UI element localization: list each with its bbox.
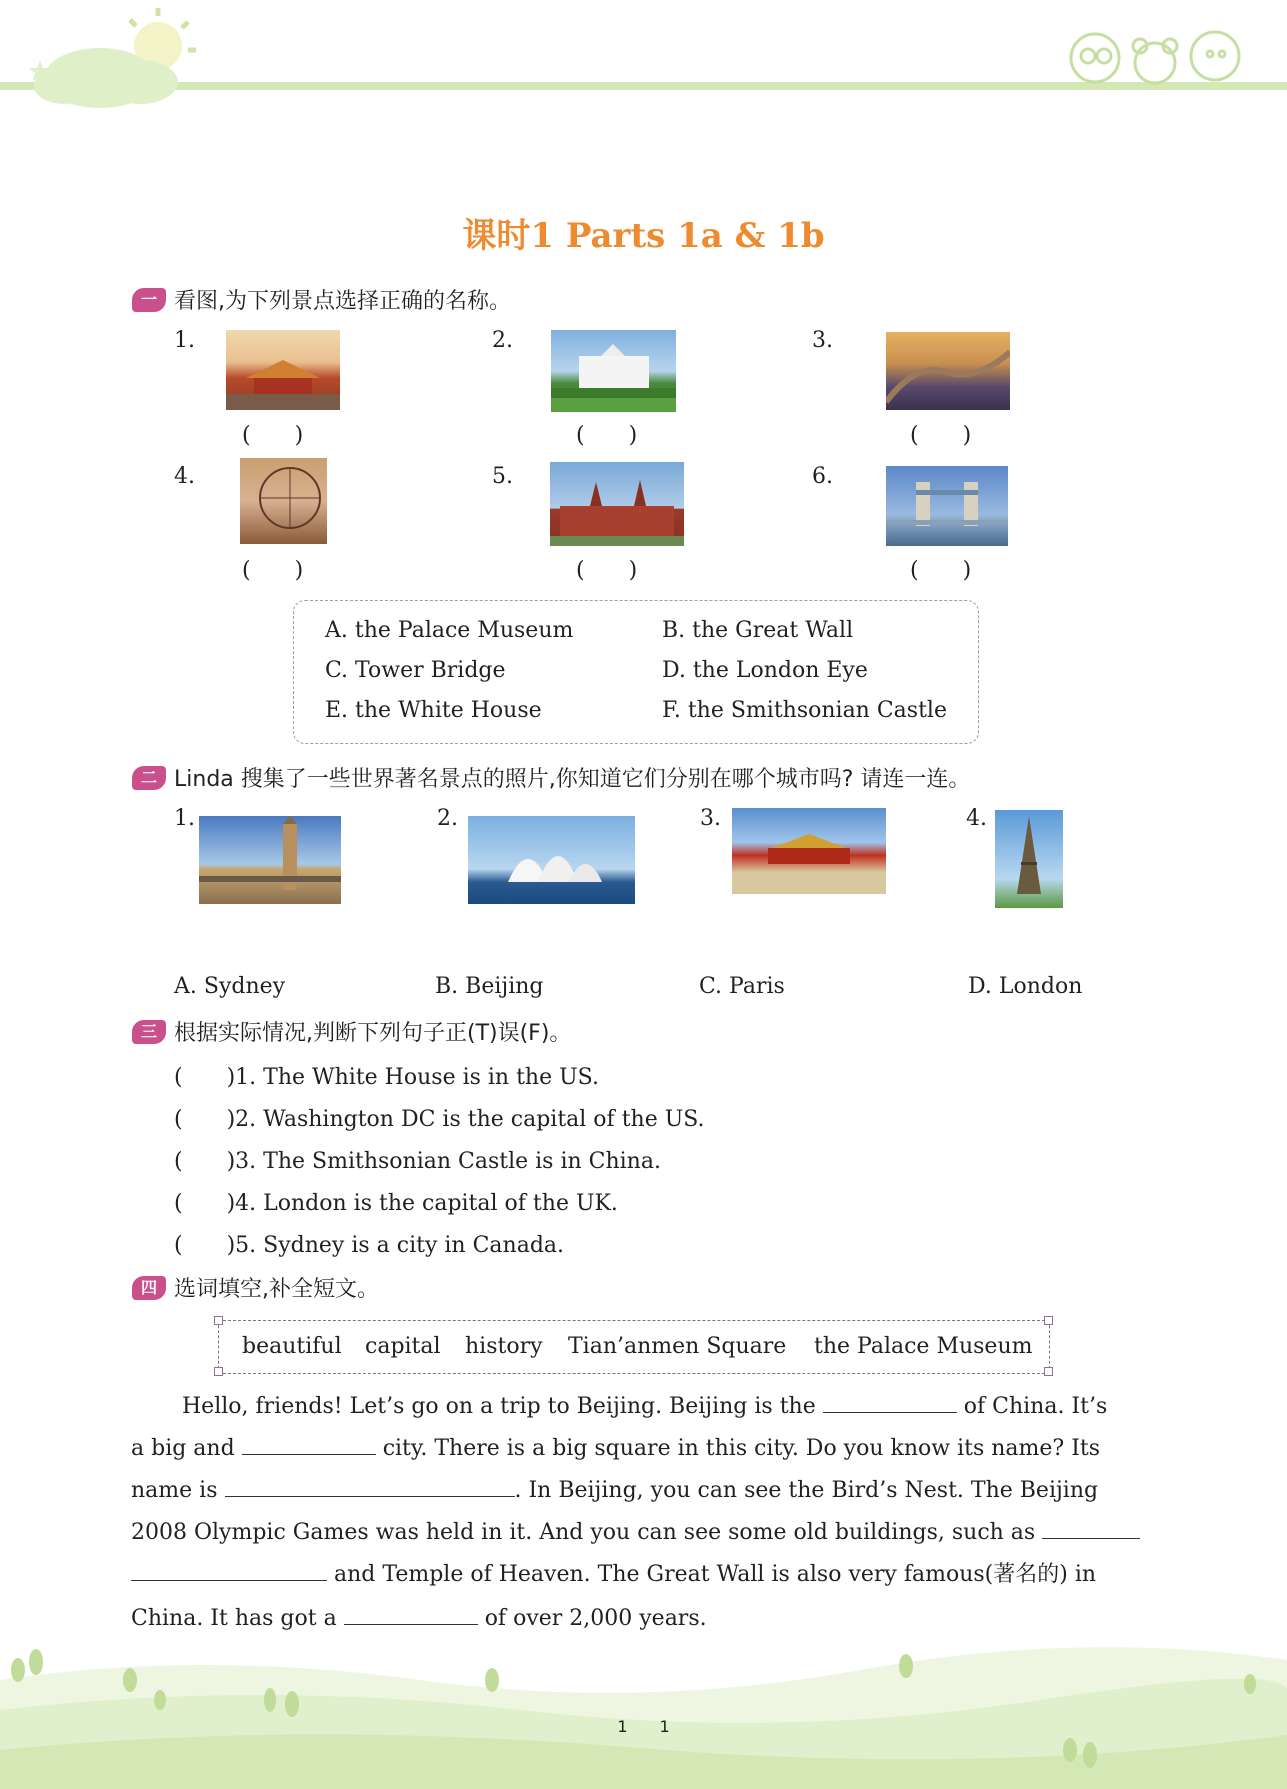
section4-instruction: 选词填空,补全短文。 <box>174 1277 379 1302</box>
s1-item4-answer-paren[interactable]: ( ) <box>242 558 304 583</box>
s2-item4-number: 4. <box>966 806 987 831</box>
s1-item5-number: 5. <box>492 464 513 489</box>
tf-statement-1[interactable]: ( )1. The White House is in the US. <box>174 1065 599 1090</box>
blank-5[interactable] <box>344 1606 478 1625</box>
blank-4a[interactable] <box>1042 1520 1140 1539</box>
city-b: B. Beijing <box>435 974 544 999</box>
tf-statement-3[interactable]: ( )3. The Smithsonian Castle is in China. <box>174 1149 661 1174</box>
tf-statement-5[interactable]: ( )5. Sydney is a city in Canada. <box>174 1233 565 1258</box>
passage-text: city. There is a big square in this city. Do you know its name? Its <box>382 1436 1101 1461</box>
passage-text: 2008 Olympic Games was held in it. And you can see some old buildings, such as <box>131 1520 1036 1545</box>
option-d: D. the London Eye <box>662 658 868 683</box>
s1-item2-answer-paren[interactable]: ( ) <box>576 423 638 448</box>
passage-line-1 <box>182 1386 1107 1428</box>
section4-heading <box>132 1272 379 1303</box>
section3-instruction: 根据实际情况,判断下列句子正(T)误(F)。 <box>174 1021 572 1046</box>
smithsonian-castle-photo <box>550 462 684 546</box>
s1-item4-number: 4. <box>174 464 195 489</box>
big-ben-photo <box>199 816 341 904</box>
option-a: A. the Palace Museum <box>325 618 574 643</box>
blank-1[interactable] <box>823 1394 957 1413</box>
word-capital: capital <box>365 1334 441 1359</box>
section1-badge: 一 <box>132 288 166 312</box>
section2-badge: 二 <box>132 766 166 790</box>
s2-item1-number: 1. <box>174 806 195 831</box>
sydney-opera-house-photo <box>468 816 635 904</box>
london-eye-photo <box>240 458 327 544</box>
s1-item5-answer-paren[interactable]: ( ) <box>576 558 638 583</box>
passage-text: name is <box>131 1478 218 1503</box>
word-bank-corner <box>1044 1367 1053 1376</box>
page-number: 1 1 <box>617 1717 670 1736</box>
s1-item6-answer-paren[interactable]: ( ) <box>910 558 972 583</box>
tf-statement-2[interactable]: ( )2. Washington DC is the capital of the US. <box>174 1107 705 1132</box>
section1-instruction: 看图,为下列景点选择正确的名称。 <box>174 289 511 314</box>
palace-museum-photo <box>226 330 340 410</box>
option-f: F. the Smithsonian Castle <box>662 698 947 723</box>
passage-line-3 <box>131 1470 1098 1512</box>
section2-instruction: Linda 搜集了一些世界著名景点的照片,你知道它们分别在哪个城市吗? 请连一连。 <box>174 767 971 792</box>
page-title: 课时1 Parts 1a & 1b <box>462 216 825 256</box>
word-tiananmen-square: Tian’anmen Square <box>568 1334 787 1359</box>
blank-2[interactable] <box>242 1436 376 1455</box>
city-c: C. Paris <box>699 974 785 999</box>
word-beautiful: beautiful <box>242 1334 342 1359</box>
city-a: A. Sydney <box>174 974 286 999</box>
word-bank-corner <box>214 1367 223 1376</box>
word-history: history <box>465 1334 543 1359</box>
passage-text: . In Beijing, you can see the Bird’s Nest. The Beijing <box>514 1478 1099 1503</box>
passage-line-5 <box>131 1554 1096 1596</box>
s2-item3-number: 3. <box>700 806 721 831</box>
section1-heading <box>132 284 511 315</box>
passage-text: China. It has got a <box>131 1606 337 1631</box>
sun-cloud-decoration <box>0 0 220 120</box>
section3-heading <box>132 1016 571 1047</box>
passage-line-6 <box>131 1598 707 1640</box>
tower-bridge-photo <box>886 466 1008 546</box>
city-d: D. London <box>968 974 1083 999</box>
passage-text: of China. It’s <box>963 1394 1108 1419</box>
eiffel-tower-photo <box>995 810 1063 908</box>
great-wall-photo <box>886 332 1010 410</box>
passage-text: and Temple of Heaven. The Great Wall is also very famous(著名的) in <box>334 1562 1097 1587</box>
s1-item6-number: 6. <box>812 464 833 489</box>
passage-text: a big and <box>131 1436 235 1461</box>
s1-item3-number: 3. <box>812 328 833 353</box>
white-house-photo <box>551 330 676 412</box>
section3-badge: 三 <box>132 1020 166 1044</box>
passage-line-4 <box>131 1512 1140 1554</box>
section4-badge: 四 <box>132 1276 166 1300</box>
word-bank-corner <box>214 1316 223 1325</box>
s2-item2-number: 2. <box>437 806 458 831</box>
word-bank-corner <box>1044 1316 1053 1325</box>
passage-text: of over 2,000 years. <box>484 1606 707 1631</box>
word-palace-museum: the Palace Museum <box>814 1334 1033 1359</box>
s1-item1-number: 1. <box>174 328 195 353</box>
s1-item3-answer-paren[interactable]: ( ) <box>910 423 972 448</box>
blank-4b[interactable] <box>131 1562 327 1581</box>
section2-heading <box>132 762 970 793</box>
tf-statement-4[interactable]: ( )4. London is the capital of the UK. <box>174 1191 618 1216</box>
tiananmen-photo <box>732 808 886 894</box>
passage-text: Hello, friends! Let’s go on a trip to Beijing. Beijing is the <box>182 1394 816 1419</box>
option-b: B. the Great Wall <box>662 618 854 643</box>
s1-item1-answer-paren[interactable]: ( ) <box>242 423 304 448</box>
option-c: C. Tower Bridge <box>325 658 506 683</box>
s1-item2-number: 2. <box>492 328 513 353</box>
passage-line-2 <box>131 1428 1100 1470</box>
option-e: E. the White House <box>325 698 542 723</box>
animal-faces-decoration <box>1060 18 1260 88</box>
blank-3[interactable] <box>225 1478 515 1497</box>
